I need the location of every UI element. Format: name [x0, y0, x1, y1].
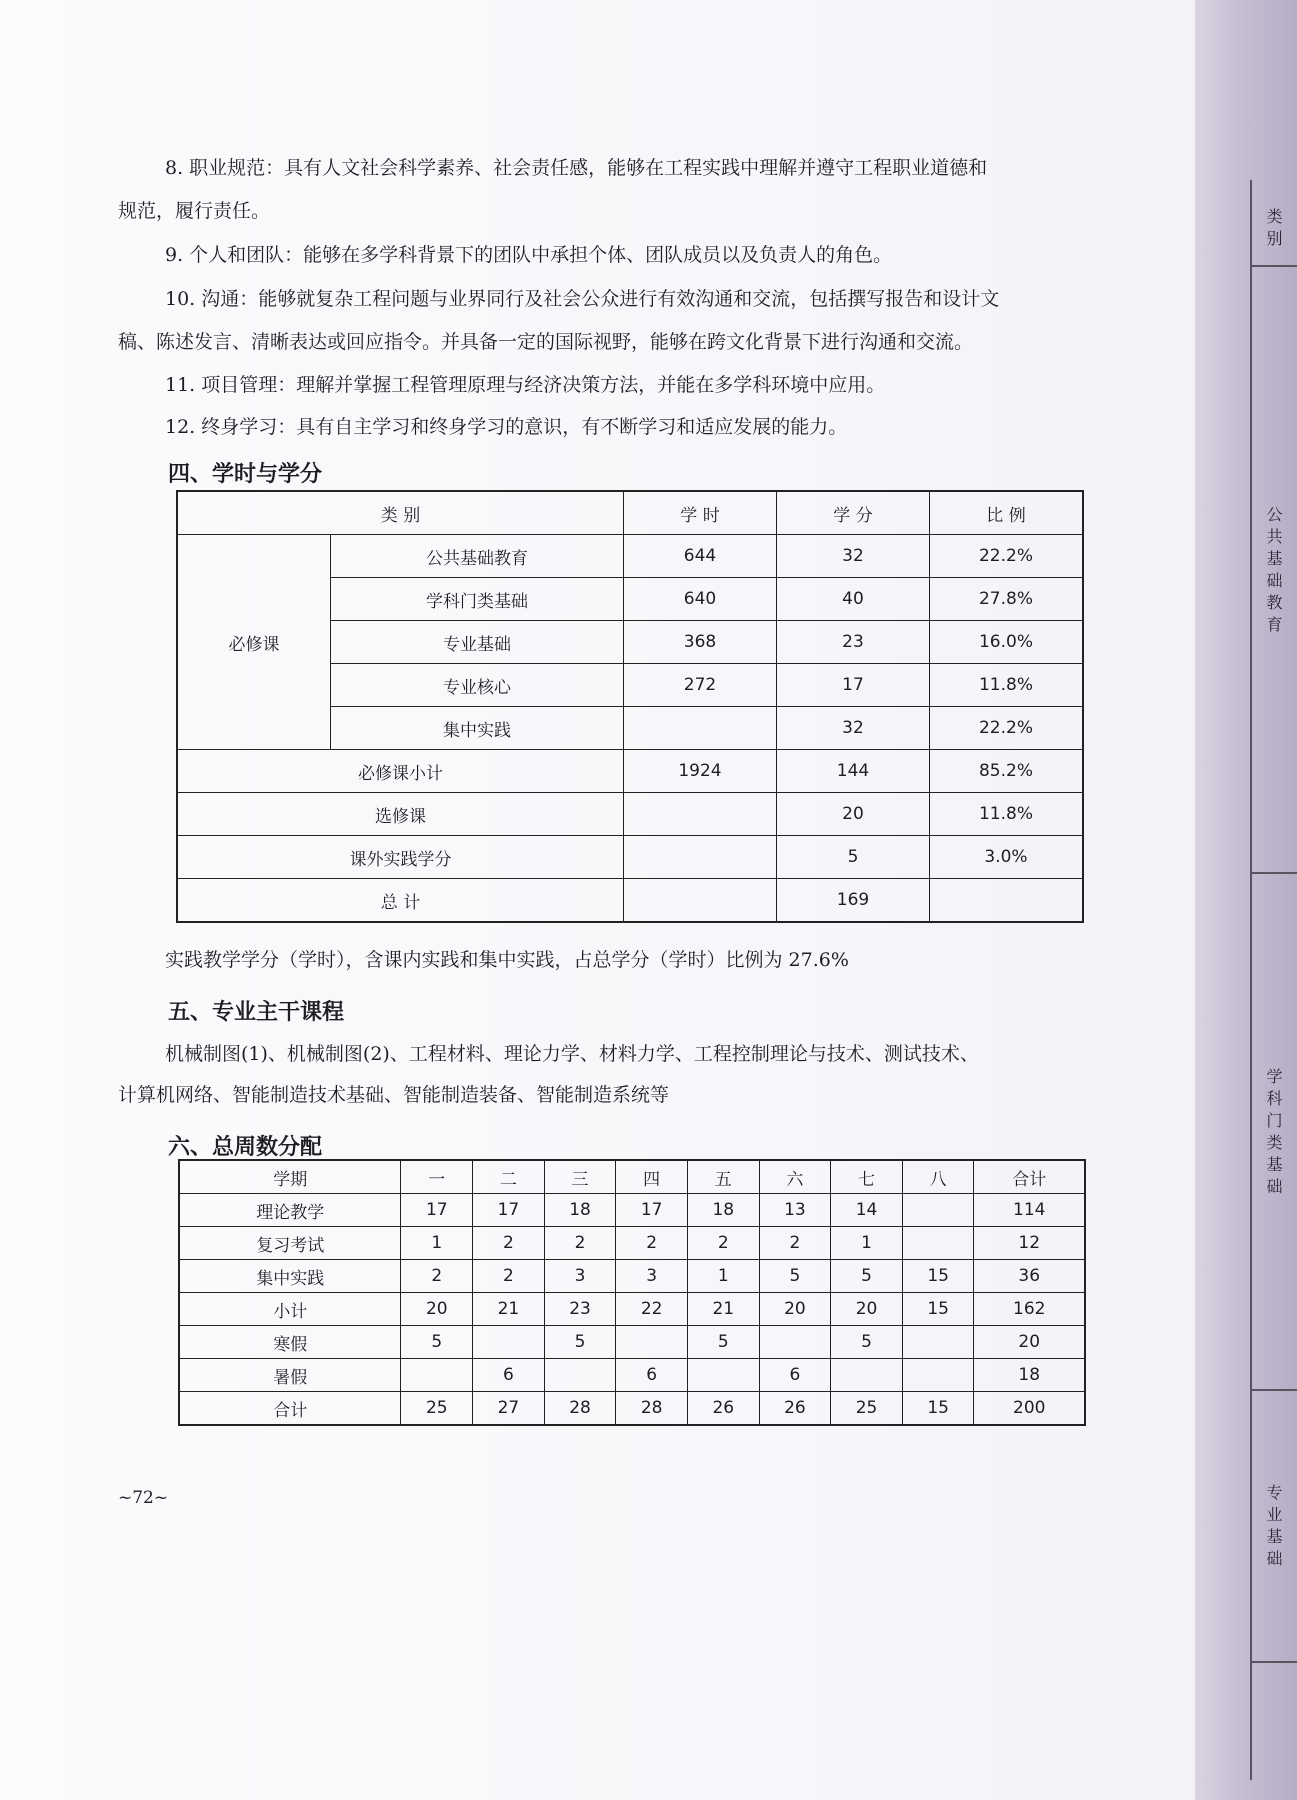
cell: 114	[974, 1194, 1085, 1227]
cell: 12	[974, 1227, 1085, 1260]
cell: 18	[974, 1359, 1085, 1392]
cell: 22.2%	[930, 535, 1084, 578]
section-heading-5: 五、专业主干课程	[168, 1000, 345, 1025]
header-cell: 合计	[974, 1160, 1085, 1194]
cell: 3	[544, 1260, 616, 1293]
table-row	[177, 750, 1083, 793]
cell: 27	[473, 1392, 545, 1426]
cell: 3.0%	[930, 836, 1084, 879]
cell: 20	[401, 1293, 473, 1326]
cell	[624, 836, 777, 879]
cell: 3	[616, 1260, 688, 1293]
cell	[687, 1359, 759, 1392]
cell: 21	[687, 1293, 759, 1326]
cell: 专业基础	[331, 621, 624, 664]
cell: 36	[974, 1260, 1085, 1293]
cell: 144	[777, 750, 930, 793]
table-row	[179, 1227, 1085, 1260]
cell: 1	[687, 1260, 759, 1293]
cell: 15	[902, 1260, 974, 1293]
tab-char: 基	[1266, 548, 1283, 568]
tab-char: 育	[1266, 614, 1283, 634]
tab-char: 科	[1266, 1088, 1283, 1108]
header-cell: 八	[902, 1160, 974, 1194]
cell: 14	[831, 1194, 903, 1227]
cell: 32	[777, 707, 930, 750]
cell: 2	[616, 1227, 688, 1260]
cell: 1924	[624, 750, 777, 793]
cell: 368	[624, 621, 777, 664]
cell: 644	[624, 535, 777, 578]
table-row	[179, 1194, 1085, 1227]
cell: 5	[759, 1260, 831, 1293]
table-row	[179, 1293, 1085, 1326]
cell: 162	[974, 1293, 1085, 1326]
cell: 暑假	[179, 1359, 401, 1392]
paragraph-10: 10. 沟通：能够就复杂工程问题与业界同行及社会公众进行有效沟通和交流，包括撰写报告和设计文	[165, 288, 1000, 310]
cell: 169	[777, 879, 930, 923]
cell	[473, 1326, 545, 1359]
tab-char: 公	[1266, 504, 1283, 524]
cell: 总 计	[177, 879, 624, 923]
header-cell: 学 时	[624, 491, 777, 535]
cell: 15	[902, 1392, 974, 1426]
header-cell: 一	[401, 1160, 473, 1194]
cell: 20	[777, 793, 930, 836]
table-row	[177, 836, 1083, 879]
cell	[624, 879, 777, 923]
paragraph-12: 12. 终身学习：具有自主学习和终身学习的意识，有不断学习和适应发展的能力。	[165, 416, 848, 438]
tab-public-basic	[1252, 267, 1297, 874]
table-row	[177, 535, 1083, 578]
cell: 28	[616, 1392, 688, 1426]
cell: 1	[401, 1227, 473, 1260]
cell: 32	[777, 535, 930, 578]
cell: 公共基础教育	[331, 535, 624, 578]
cell: 13	[759, 1194, 831, 1227]
cell: 200	[974, 1392, 1085, 1426]
cell: 640	[624, 578, 777, 621]
cell	[902, 1359, 974, 1392]
tab-char: 础	[1266, 1176, 1283, 1196]
cell: 26	[759, 1392, 831, 1426]
tab-char: 门	[1266, 1110, 1283, 1130]
tab-char: 础	[1266, 1549, 1283, 1568]
table-header-row	[179, 1160, 1085, 1194]
cell: 2	[544, 1227, 616, 1260]
tab-category	[1252, 190, 1297, 267]
tab-char: 别	[1266, 228, 1283, 248]
tab-char: 专	[1266, 1483, 1283, 1502]
tab-discipline-basic	[1252, 874, 1297, 1391]
cell: 5	[777, 836, 930, 879]
cell	[902, 1326, 974, 1359]
cell: 集中实践	[179, 1260, 401, 1293]
cell: 课外实践学分	[177, 836, 624, 879]
tab-char: 学	[1266, 1066, 1283, 1086]
paragraph-9: 9. 个人和团队：能够在多学科背景下的团队中承担个体、团队成员以及负责人的角色。	[165, 244, 893, 266]
header-cell: 类 别	[177, 491, 624, 535]
table-row	[177, 879, 1083, 923]
paragraph-11: 11. 项目管理：理解并掌握工程管理原理与经济决策方法，并能在多学科环境中应用。	[165, 374, 886, 396]
tab-char: 业	[1266, 1505, 1283, 1524]
cell	[902, 1227, 974, 1260]
cell: 272	[624, 664, 777, 707]
cell	[930, 879, 1084, 923]
cell: 6	[473, 1359, 545, 1392]
table-row	[179, 1260, 1085, 1293]
cell: 11.8%	[930, 664, 1084, 707]
tab-char: 类	[1266, 1132, 1283, 1152]
cell: 复习考试	[179, 1227, 401, 1260]
cell	[616, 1326, 688, 1359]
cell	[759, 1326, 831, 1359]
tab-char: 教	[1266, 592, 1283, 612]
cell: 18	[687, 1194, 759, 1227]
cell: 40	[777, 578, 930, 621]
cell: 合计	[179, 1392, 401, 1426]
main-courses-line-2: 计算机网络、智能制造技术基础、智能制造装备、智能制造系统等	[118, 1084, 670, 1106]
section-heading-6: 六、总周数分配	[168, 1135, 323, 1160]
tab-char: 基	[1266, 1154, 1283, 1174]
cell: 18	[544, 1194, 616, 1227]
cell: 集中实践	[331, 707, 624, 750]
header-cell: 学 分	[777, 491, 930, 535]
cell: 27.8%	[930, 578, 1084, 621]
tab-char: 共	[1266, 526, 1283, 546]
tab-char: 类	[1266, 206, 1283, 226]
page-number: ~72~	[118, 1488, 169, 1508]
weeks-table	[178, 1159, 1086, 1426]
cell: 理论教学	[179, 1194, 401, 1227]
cell: 17	[777, 664, 930, 707]
cell	[544, 1359, 616, 1392]
cell: 85.2%	[930, 750, 1084, 793]
credit-hours-table	[176, 490, 1084, 923]
cell: 17	[616, 1194, 688, 1227]
cell: 2	[759, 1227, 831, 1260]
cell: 20	[759, 1293, 831, 1326]
cell	[831, 1359, 903, 1392]
cell: 20	[831, 1293, 903, 1326]
cell: 20	[974, 1326, 1085, 1359]
practice-note: 实践教学学分（学时），含课内实践和集中实践，占总学分（学时）比例为 27.6%	[165, 949, 849, 971]
cell: 寒假	[179, 1326, 401, 1359]
table-row	[179, 1392, 1085, 1426]
cell: 学科门类基础	[331, 578, 624, 621]
cell: 5	[401, 1326, 473, 1359]
cell: 25	[831, 1392, 903, 1426]
cell: 2	[473, 1260, 545, 1293]
header-cell: 三	[544, 1160, 616, 1194]
tab-major-basic	[1252, 1391, 1297, 1663]
cell: 17	[473, 1194, 545, 1227]
cell	[624, 793, 777, 836]
paragraph-8: 8. 职业规范：具有人文社会科学素养、社会责任感，能够在工程实践中理解并遵守工程职业道德和	[165, 157, 988, 179]
cell: 16.0%	[930, 621, 1084, 664]
cell: 选修课	[177, 793, 624, 836]
cell	[902, 1194, 974, 1227]
header-cell: 学期	[179, 1160, 401, 1194]
paragraph-8-cont: 规范，履行责任。	[118, 200, 271, 222]
table-row	[179, 1326, 1085, 1359]
cell: 专业核心	[331, 664, 624, 707]
cell: 6	[759, 1359, 831, 1392]
main-courses-line-1: 机械制图(1)、机械制图(2)、工程材料、理论力学、材料力学、工程控制理论与技术、测试技术、	[165, 1043, 979, 1065]
cell: 5	[831, 1326, 903, 1359]
header-cell: 四	[616, 1160, 688, 1194]
cell: 小计	[179, 1293, 401, 1326]
table-header-row	[177, 491, 1083, 535]
cell: 15	[902, 1293, 974, 1326]
cell: 2	[401, 1260, 473, 1293]
cell: 1	[831, 1227, 903, 1260]
table-row	[177, 793, 1083, 836]
header-cell: 五	[687, 1160, 759, 1194]
header-cell: 比 例	[930, 491, 1084, 535]
paragraph-10-cont: 稿、陈述发言、清晰表达或回应指令。并具备一定的国际视野，能够在跨文化背景下进行沟通和交流。	[118, 331, 974, 353]
cell: 5	[544, 1326, 616, 1359]
cell: 22.2%	[930, 707, 1084, 750]
cell: 28	[544, 1392, 616, 1426]
header-cell: 七	[831, 1160, 903, 1194]
section-heading-4: 四、学时与学分	[168, 462, 323, 487]
cell: 21	[473, 1293, 545, 1326]
group-cell: 必修课	[177, 535, 331, 750]
cell: 22	[616, 1293, 688, 1326]
cell: 2	[473, 1227, 545, 1260]
cell: 17	[401, 1194, 473, 1227]
cell: 必修课小计	[177, 750, 624, 793]
header-cell: 六	[759, 1160, 831, 1194]
cell: 5	[687, 1326, 759, 1359]
header-cell: 二	[473, 1160, 545, 1194]
tab-char: 基	[1266, 1527, 1283, 1546]
tab-char: 础	[1266, 570, 1283, 590]
cell: 6	[616, 1359, 688, 1392]
cell: 23	[544, 1293, 616, 1326]
cell	[401, 1359, 473, 1392]
cell: 5	[831, 1260, 903, 1293]
cell: 25	[401, 1392, 473, 1426]
cell: 23	[777, 621, 930, 664]
cell: 2	[687, 1227, 759, 1260]
table-row	[179, 1359, 1085, 1392]
cell	[624, 707, 777, 750]
cell: 26	[687, 1392, 759, 1426]
cell: 11.8%	[930, 793, 1084, 836]
